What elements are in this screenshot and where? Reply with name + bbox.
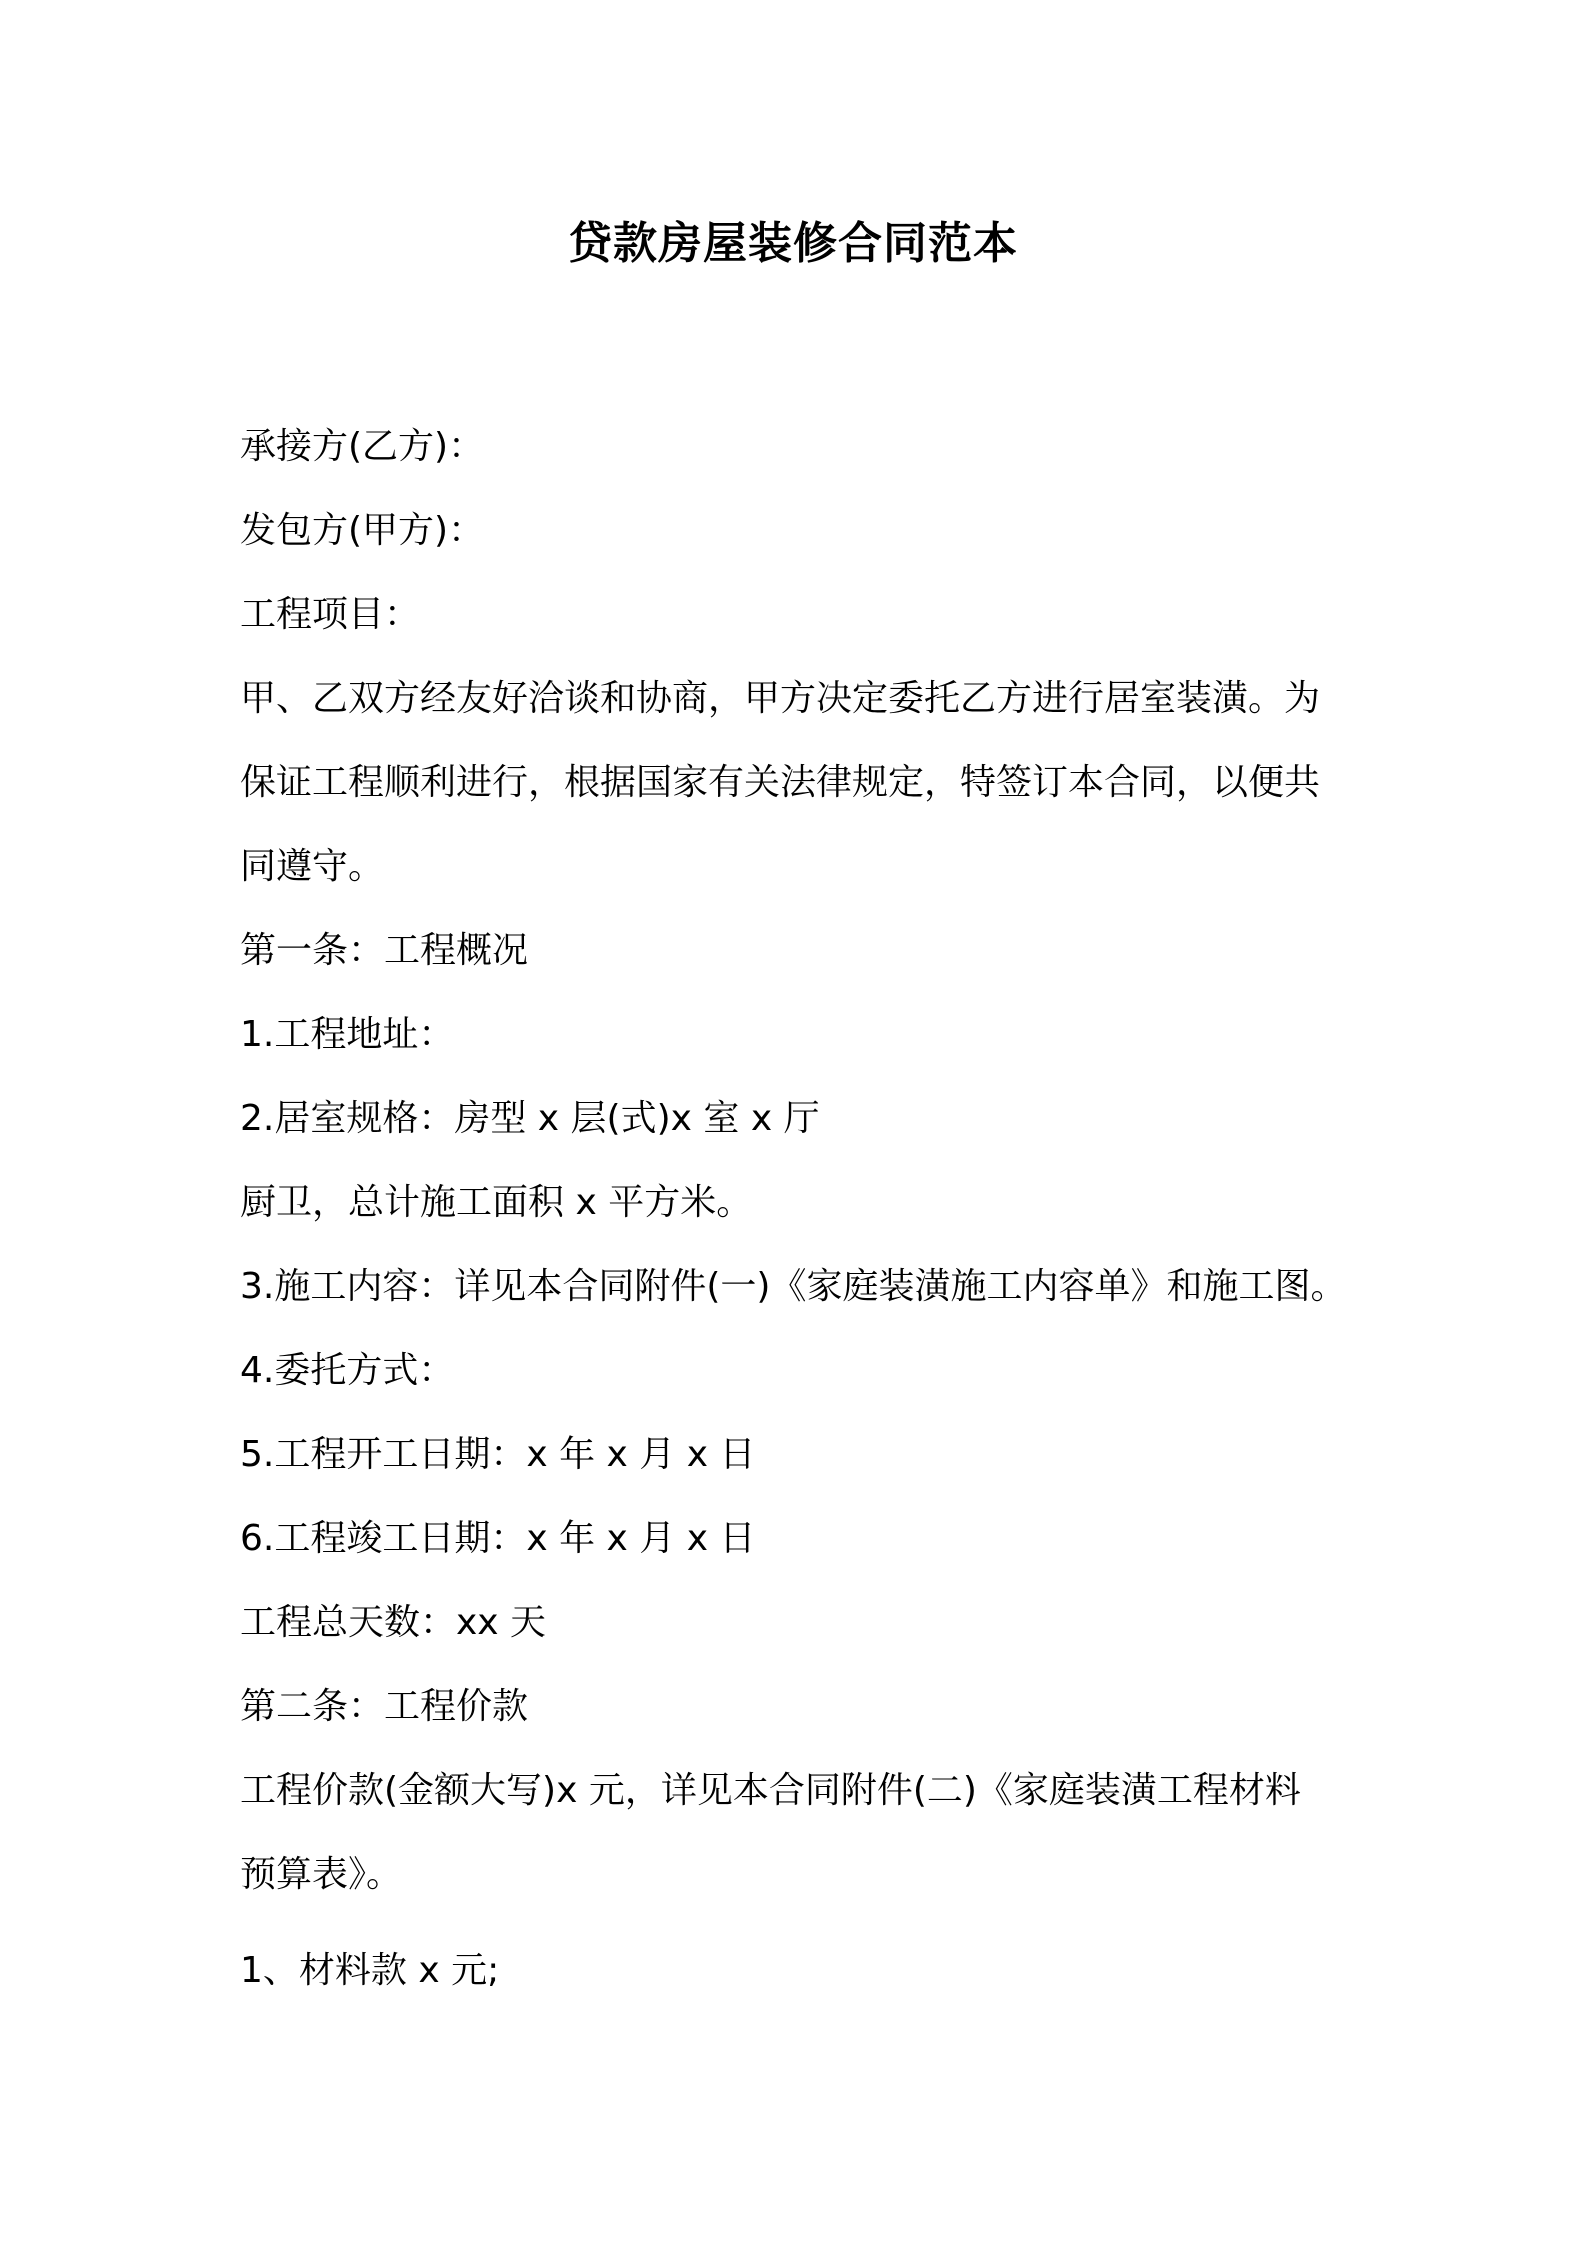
line-material-cost: 1、材料款 x 元; — [240, 1950, 500, 1991]
document-body — [240, 405, 1380, 2013]
line-total-days: 工程总天数：xx 天 — [240, 1602, 547, 1643]
line-start-date: 5.工程开工日期：x 年 x 月 x 日 — [240, 1434, 756, 1475]
line-preamble-1: 甲、乙双方经友好洽谈和协商，甲方决定委托乙方进行居室装潢。为 — [240, 678, 1321, 719]
line-area: 厨卫，总计施工面积 x 平方米。 — [240, 1182, 753, 1223]
document-title: 贷款房屋装修合同范本 — [568, 218, 1018, 269]
article-1-heading: 第一条：工程概况 — [240, 930, 529, 971]
line-room-spec: 2.居室规格：房型 x 层(式)x 室 x 厅 — [240, 1098, 820, 1139]
line-preamble-3: 同遵守。 — [240, 846, 385, 887]
line-method: 4.委托方式： — [240, 1350, 455, 1391]
line-client: 发包方(甲方)： — [240, 510, 485, 551]
line-preamble-2: 保证工程顺利进行，根据国家有关法律规定，特签订本合同，以便共 — [240, 762, 1321, 803]
line-end-date: 6.工程竣工日期：x 年 x 月 x 日 — [240, 1518, 756, 1559]
line-project: 工程项目： — [240, 594, 421, 635]
line-price-1: 工程价款(金额大写)x 元，详见本合同附件(二)《家庭装潢工程材料 — [240, 1770, 1301, 1811]
line-scope: 3.施工内容：详见本合同附件(一)《家庭装潢施工内容单》和施工图。 — [240, 1266, 1347, 1307]
line-contractor: 承接方(乙方)： — [240, 426, 485, 467]
line-price-2: 预算表》。 — [240, 1854, 403, 1895]
line-address: 1.工程地址： — [240, 1014, 455, 1055]
article-2-heading: 第二条：工程价款 — [240, 1686, 529, 1727]
